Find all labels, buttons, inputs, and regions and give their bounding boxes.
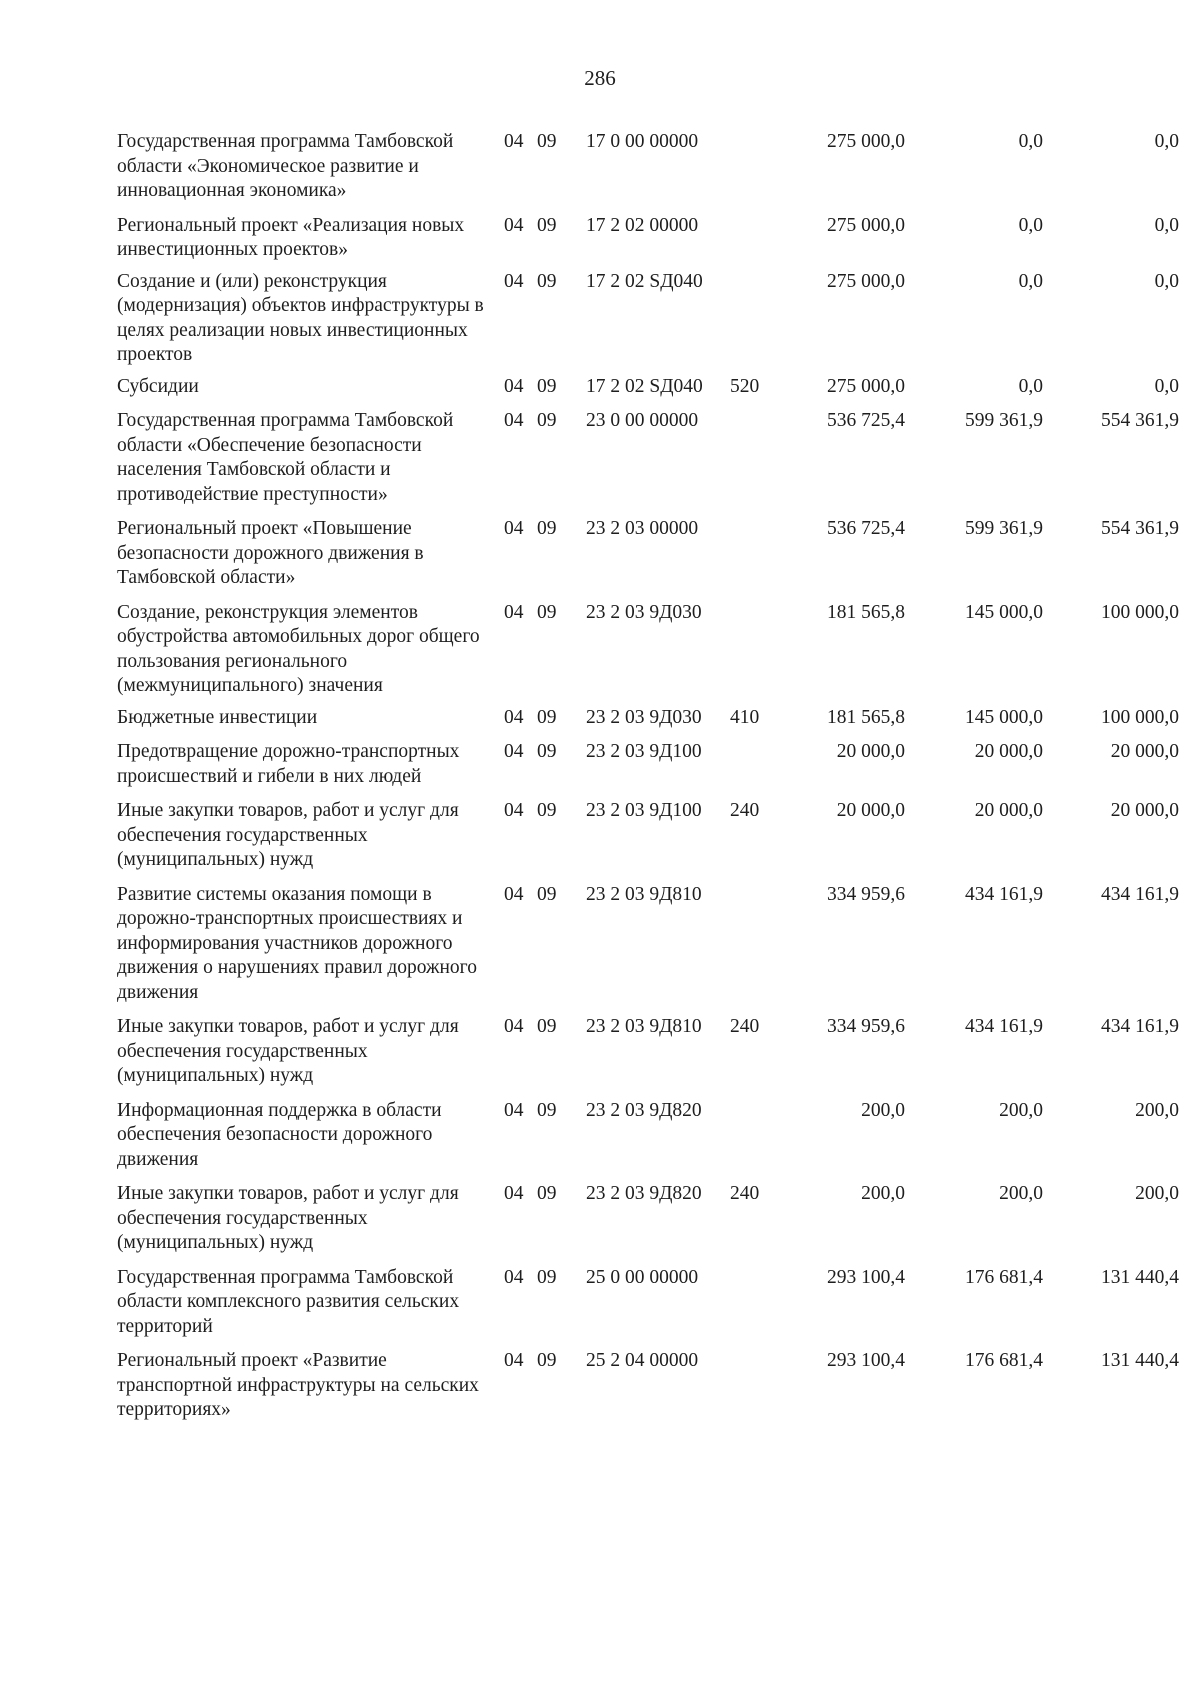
amount-year-2: 20 000,0 [974,800,1043,821]
amount-year-2: 176 681,4 [965,1350,1043,1371]
expense-type-code: 240 [730,1183,760,1204]
amount-year-3: 434 161,9 [1101,883,1179,905]
subsection-code: 09 [537,800,557,821]
table-row [0,1266,1200,1340]
amount-year-3: 100 000,0 [1101,601,1179,623]
section-code: 04 [504,1266,524,1288]
amount-year-2: 0,0 [1018,131,1043,152]
table-row [0,517,1200,591]
amount-year-3: 0,0 [1154,214,1179,236]
table-row [0,270,1200,368]
budget-item-name: Бюджетные инвестиции [117,706,318,728]
amount-year-3: 131 440,4 [1101,1266,1179,1288]
budget-item-name: Развитие системы оказания помощи в дорожно-транспортных происшествиях и информирования участников дорожного движения о нарушениях правил дорожного движения [117,883,477,1003]
amount-year-1: 20 000,0 [836,800,905,821]
budget-item-name: Государственная программа Тамбовской области «Экономическое развитие и инновационная экономика» [117,131,454,201]
amount-year-1: 536 725,4 [827,410,905,431]
amount-year-2: 176 681,4 [965,1266,1043,1288]
amount-year-1: 293 100,4 [827,1350,905,1371]
section-code: 04 [504,270,524,292]
table-row [0,1099,1200,1173]
amount-year-3: 434 161,9 [1101,1016,1179,1037]
amount-year-1: 334 959,6 [827,1016,905,1037]
section-code: 04 [504,706,524,728]
budget-item-name: Региональный проект «Реализация новых инвестиционных проектов» [117,214,465,260]
subsection-code: 09 [537,741,557,762]
target-article-code: 23 2 03 9Д810 [586,883,702,905]
table-row [0,130,1200,204]
amount-year-1: 275 000,0 [827,131,905,152]
table-row [0,375,1200,400]
target-article-code: 17 0 00 00000 [586,131,699,152]
budget-item-name: Субсидии [117,375,199,397]
amount-year-2: 0,0 [1018,214,1043,236]
subsection-code: 09 [537,375,557,397]
section-code: 04 [504,375,524,397]
target-article-code: 23 2 03 9Д810 [586,1016,702,1037]
amount-year-2: 434 161,9 [965,1016,1043,1037]
amount-year-1: 20 000,0 [836,741,905,762]
budget-item-name: Иные закупки товаров, работ и услуг для обеспечения государственных (муниципальных) нужд [117,800,459,870]
section-code: 04 [504,214,524,236]
table-row [0,1182,1200,1256]
amount-year-2: 599 361,9 [965,410,1043,431]
amount-year-1: 275 000,0 [827,270,905,292]
target-article-code: 17 2 02 SД040 [586,375,703,397]
table-row [0,1015,1200,1089]
amount-year-2: 200,0 [999,1183,1043,1204]
subsection-code: 09 [537,131,557,152]
section-code: 04 [504,1016,524,1037]
table-row [0,799,1200,873]
page-number: 286 [584,66,616,90]
subsection-code: 09 [537,1016,557,1037]
subsection-code: 09 [537,1099,557,1121]
subsection-code: 09 [537,410,557,431]
amount-year-3: 20 000,0 [1110,800,1179,821]
expense-type-code: 240 [730,800,760,821]
amount-year-2: 200,0 [999,1099,1043,1121]
amount-year-1: 536 725,4 [827,518,905,539]
target-article-code: 23 2 03 9Д030 [586,706,702,728]
amount-year-1: 181 565,8 [827,706,905,728]
target-article-code: 23 2 03 9Д820 [586,1183,702,1204]
amount-year-3: 0,0 [1154,270,1179,292]
table-row [0,740,1200,789]
section-code: 04 [504,1183,524,1204]
subsection-code: 09 [537,1183,557,1204]
amount-year-2: 145 000,0 [965,706,1043,728]
amount-year-2: 145 000,0 [965,601,1043,623]
table-row [0,883,1200,1006]
target-article-code: 23 2 03 9Д030 [586,601,702,623]
subsection-code: 09 [537,1266,557,1288]
target-article-code: 17 2 02 00000 [586,214,699,236]
subsection-code: 09 [537,706,557,728]
budget-item-name: Государственная программа Тамбовской области комплексного развития сельских территорий [117,1266,460,1337]
target-article-code: 23 0 00 00000 [586,410,699,431]
amount-year-1: 275 000,0 [827,214,905,236]
section-code: 04 [504,741,524,762]
target-article-code: 25 0 00 00000 [586,1266,699,1288]
amount-year-2: 0,0 [1018,270,1043,292]
amount-year-1: 293 100,4 [827,1266,905,1288]
expense-type-code: 410 [730,706,760,728]
amount-year-1: 200,0 [861,1099,905,1121]
amount-year-3: 554 361,9 [1101,518,1179,539]
amount-year-2: 434 161,9 [965,883,1043,905]
amount-year-3: 100 000,0 [1101,706,1179,728]
section-code: 04 [504,131,524,152]
subsection-code: 09 [537,883,557,905]
section-code: 04 [504,601,524,623]
table-row [0,214,1200,263]
budget-item-name: Предотвращение дорожно-транспортных происшествий и гибели в них людей [117,741,460,787]
target-article-code: 23 2 03 9Д100 [586,741,702,762]
budget-item-name: Региональный проект «Повышение безопасности дорожного движения в Тамбовской области» [117,518,424,588]
table-row [0,706,1200,731]
amount-year-3: 200,0 [1135,1183,1179,1204]
amount-year-3: 200,0 [1135,1099,1179,1121]
expense-type-code: 240 [730,1016,760,1037]
amount-year-3: 131 440,4 [1101,1350,1179,1371]
budget-item-name: Государственная программа Тамбовской области «Обеспечение безопасности населения Тамбовской области и противодействие преступности» [117,410,454,505]
target-article-code: 23 2 03 9Д100 [586,800,702,821]
table-row [0,409,1200,507]
subsection-code: 09 [537,601,557,623]
budget-item-name: Региональный проект «Развитие транспортной инфраструктуры на сельских территориях» [117,1350,479,1420]
expense-type-code: 520 [730,375,760,397]
budget-item-name: Создание, реконструкция элементов обустройства автомобильных дорог общего пользования регионального (межмуниципального) значения [117,601,480,696]
subsection-code: 09 [537,214,557,236]
target-article-code: 23 2 03 00000 [586,518,699,539]
amount-year-3: 20 000,0 [1110,741,1179,762]
amount-year-2: 599 361,9 [965,518,1043,539]
amount-year-1: 334 959,6 [827,883,905,905]
amount-year-2: 0,0 [1018,375,1043,397]
section-code: 04 [504,883,524,905]
amount-year-3: 0,0 [1154,375,1179,397]
amount-year-3: 554 361,9 [1101,410,1179,431]
budget-item-name: Информационная поддержка в области обеспечения безопасности дорожного движения [117,1099,442,1170]
amount-year-1: 181 565,8 [827,601,905,623]
amount-year-1: 200,0 [861,1183,905,1204]
target-article-code: 25 2 04 00000 [586,1350,699,1371]
section-code: 04 [504,1350,524,1371]
subsection-code: 09 [537,270,557,292]
target-article-code: 23 2 03 9Д820 [586,1099,702,1121]
section-code: 04 [504,1099,524,1121]
amount-year-3: 0,0 [1154,131,1179,152]
amount-year-2: 20 000,0 [974,741,1043,762]
amount-year-1: 275 000,0 [827,375,905,397]
target-article-code: 17 2 02 SД040 [586,270,703,292]
subsection-code: 09 [537,1350,557,1371]
table-row [0,601,1200,699]
budget-table [0,130,1200,1423]
budget-item-name: Иные закупки товаров, работ и услуг для обеспечения государственных (муниципальных) нужд [117,1183,459,1253]
table-row [0,1349,1200,1423]
subsection-code: 09 [537,518,557,539]
section-code: 04 [504,410,524,431]
budget-item-name: Создание и (или) реконструкция (модернизация) объектов инфраструктуры в целях реализации новых инвестиционных проектов [117,270,484,365]
section-code: 04 [504,800,524,821]
section-code: 04 [504,518,524,539]
budget-item-name: Иные закупки товаров, работ и услуг для обеспечения государственных (муниципальных) нужд [117,1016,459,1086]
